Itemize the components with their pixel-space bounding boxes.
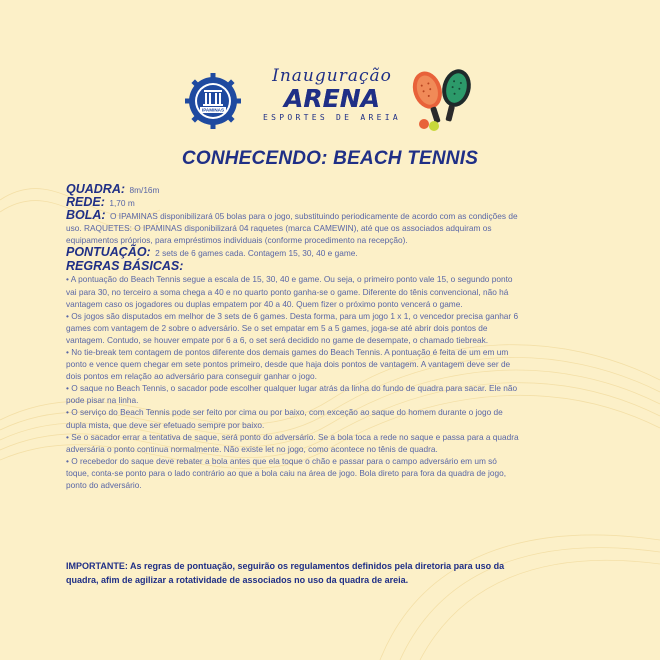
bola-line-1: O IPAMINAS disponibilizará 05 bolas para o jogo, substituindo periodicamente de acordo com as condições de <box>110 211 518 221</box>
regras-line: ponto do adversário. <box>66 480 142 490</box>
logo-subtitle: ESPORTES DE AREIA <box>263 113 401 122</box>
rede-row <box>66 196 596 209</box>
logo-script-text: Inauguração <box>272 66 392 86</box>
page-title: CONHECENDO: BEACH TENNIS <box>181 148 479 169</box>
regras-line: • O serviço do Beach Tennis pode ser feito por cima ou por baixo, com exceção ao saque do homem durante o jogo de <box>66 407 503 418</box>
ipaminas-seal-logo <box>184 72 242 130</box>
pontuacao-row <box>66 246 596 259</box>
bola-line-3: equipamentos próprios, para empréstimos individuais (conforme procedimento na recepção). <box>66 235 408 246</box>
bola-row <box>66 209 596 222</box>
seal-text: IPAMINAS <box>201 107 225 113</box>
regras-line: • No tie-break tem contagem de pontos diferente dos demais games do Beach Tennis. A pontuação é feita de um em um <box>66 346 509 357</box>
rede-label: REDE: <box>66 195 105 209</box>
regras-list <box>66 273 596 491</box>
regras-line: dupla mista, que deve ser efetuado sempre por baixo. <box>66 419 265 430</box>
regras-line: games com vantagem de 2 sobre o adversário. Se o set empatar em 5 a 5 games, joga-se até abrir dois pontos de <box>66 322 488 333</box>
important-line-1: IMPORTANTE: As regras de pontuação, seguirão os regulamentos definidos pela diretoria para uso da <box>66 561 505 571</box>
rede-value: 1,70 m <box>109 198 135 208</box>
important-line-2: quadra, afim de agilizar a rotatividade de associados no uso da quadra de areia. <box>66 575 409 585</box>
regras-line: vantagem. Contudo, se houver empate por 6 a 6, o set será decidido no game de desempate, o chamado tiebreak. <box>66 334 489 345</box>
regras-line: • O saque no Beach Tennis, o sacador pode escolher qualquer lugar atrás da linha do fundo de quadra para sacar. Ele não <box>66 383 518 394</box>
regras-line: toque, conta-se ponto para o lado contrário ao que a bola caiu na área de jogo. Bola direto para fora da quadra de jogo, <box>66 467 507 478</box>
regras-label: REGRAS BÁSICAS: <box>66 259 184 274</box>
regras-line: • O recebedor do saque deve rebater a bola antes que ela toque o chão e passar para o campo adversário em um só <box>66 455 497 466</box>
regras-line: pode pisar na linha. <box>66 395 139 406</box>
regras-line: vantagem caso os jogadores ou duplas empatem por 40 a 40. Quem fizer o próximo ponto vencerá o game. <box>66 298 463 309</box>
pontuacao-label: PONTUAÇÃO: <box>66 245 151 260</box>
regras-line: ponto e vence quem chegar em sete pontos primeiro, desde que haja dois pontos de vantagem. A vantagem deve ser de <box>66 359 511 370</box>
rules-content <box>66 183 596 491</box>
quadra-label: QUADRA: <box>66 182 126 196</box>
arena-logo <box>262 66 402 132</box>
quadra-value: 8m/16m <box>129 185 160 195</box>
bola-label: BOLA: <box>66 208 106 222</box>
logo-main-text: ARENA <box>262 86 402 112</box>
pontuacao-value: 2 sets de 6 games cada. Contagem 15, 30, 40 e game. <box>155 248 358 259</box>
regras-line: vai para 30, no terceiro a soma chega a 40 e no quarto ponto ganha-se o game. Diferente do tênis convencional, não há <box>66 286 509 297</box>
regras-line: • Os jogos são disputados em melhor de 3 sets de 6 games. Desta forma, para um jogo 1 x 1, o vencedor precisa ganhar 6 <box>66 310 519 321</box>
quadra-row <box>66 183 596 196</box>
regras-line: • A pontuação do Beach Tennis segue a escala de 15, 30, 40 e game. Ou seja, o primeiro ponto vale 15, o segundo ponto <box>66 274 513 285</box>
beach-tennis-rackets-icon <box>404 66 480 136</box>
bola-line-2: uso. RAQUETES: O IPAMINAS disponibilizará 04 raquetes (marca CAMEWIN), até que os associados adquiram os <box>66 223 492 233</box>
regras-line: dois pontos em relação ao adversário para conseguir ganhar o jogo. <box>66 371 317 382</box>
regras-line: • Se o sacador errar a tentativa de saque, será ponto do adversário. Se a bola toca a rede no saque e passa para a quadra <box>66 431 519 442</box>
important-note <box>66 559 594 587</box>
regras-line: adversária o ponto continua normalmente. Não existe let no jogo, como acontece no tênis de quadra. <box>66 443 438 454</box>
